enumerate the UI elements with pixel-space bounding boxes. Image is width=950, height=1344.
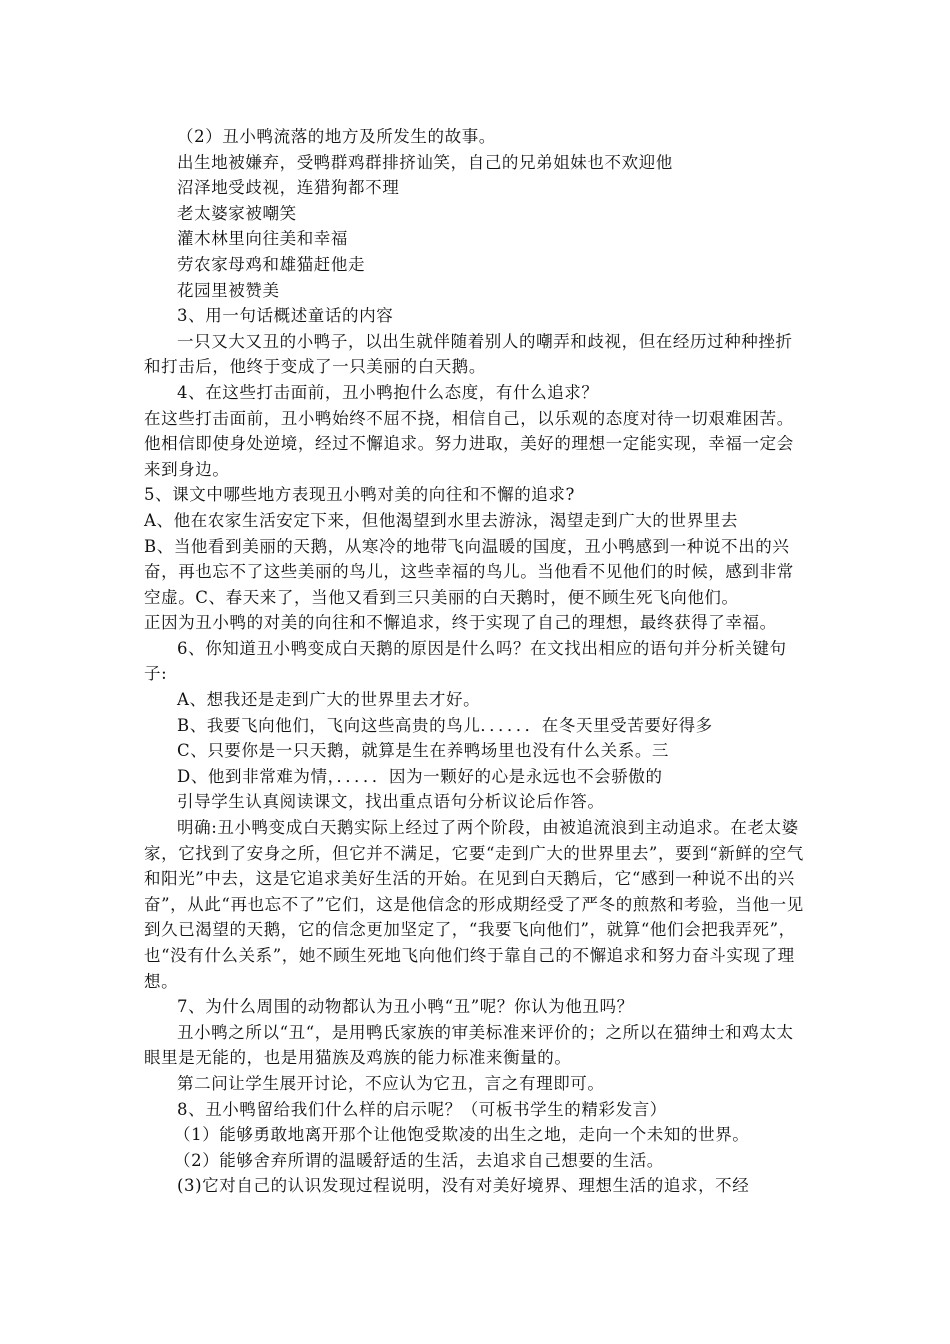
paragraph: （2）丑小鸭流落的地方及所发生的故事。 [177,127,496,146]
paragraph: 一只又大又丑的小鸭子，以出生就伴随着别人的嘲弄和歧视，但在经历过种种挫折和打击后，他终于变成了一只美丽的白天鹅。 [144,331,793,377]
paragraph: 在这些打击面前，丑小鸭始终不屈不挠，相信自己，以乐观的态度对待一切艰难困苦。他相信即使身处逆境，经过不懈追求。努力进取，美好的理想一定能实现，幸福一定会来到身边。 [144,408,794,479]
section-heading: 7、为什么周围的动物都认为丑小鸭“丑”呢？你认为他丑吗？ [177,997,634,1017]
section-heading: 3、用一句话概述童话的内容 [177,306,394,326]
paragraph: 丑小鸭之所以“丑“，是用鸭氏家族的审美标准来评价的；之所以在猫绅士和鸡太太眼里是无能的，也是用猫族及鸡族的能力标准来衡量的。 [144,1022,794,1068]
paragraph: 正因为丑小鸭的对美的向往和不懈追求，终于实现了自己的理想，最终获得了幸福。 [144,613,777,633]
section-heading: 4、在这些打击面前，丑小鸭抱什么态度，有什么追求？ [177,382,599,402]
document-body [144,124,808,1199]
paragraph: 引导学生认真阅读课文，找出重点语句分析议论后作答。 [177,792,605,812]
section-heading: 8、丑小鸭留给我们什么样的启示呢？（可板书学生的精彩发言） [177,1099,667,1119]
paragraph: 第二问让学生展开讨论，不应认为它丑，言之有理即可。 [177,1073,605,1093]
paragraph: A、他在农家生活安定下来，但他渴望到水里去游泳，渴望走到广大的世界里去 [144,510,738,530]
section-heading: 6、你知道丑小鸭变成白天鹅的原因是什么吗？在文找出相应的语句并分析关键句子: [144,638,787,684]
paragraph: 劳农家母鸡和雄猫赶他走 [177,254,366,274]
paragraph: B、我要飞向他们，飞向这些高贵的鸟儿．．．．．．在冬天里受苦要好得多 [177,715,713,735]
list-item: (3)它对自己的认识发现过程说明，没有对美好境界、理想生活的追求，不经 [177,1176,750,1196]
paragraph: B、当他看到美丽的天鹅，从寒冷的地带飞向温暖的国度，丑小鸭感到一种说不出的兴奋，再也忘不了这些美丽的鸟儿，这些幸福的鸟儿。当他看不见他们的时候，感到非常空虚。C、春天来了，当他又看到三只美丽的白天鹅时，便不顾生死飞向他们。 [144,536,794,607]
paragraph: D、他到非常难为情，．．．．．因为一颗好的心是永远也不会骄傲的 [177,766,663,786]
list-item: （2）能够舍弃所谓的温暖舒适的生活，去追求自己想要的生活。 [174,1150,664,1170]
section-heading: 5、课文中哪些地方表现丑小鸭对美的向往和不懈的追求? [144,485,575,505]
paragraph: 老太婆家被嘲笑 [177,203,297,223]
paragraph: 明确:丑小鸭变成白天鹅实际上经过了两个阶段，由被追流浪到主动追求。在老太婆家，它找到了安身之所，但它并不满足，它要“走到广大的世界里去”，要到“新鲜的空气和阳光”中去，这是它追求美好生活的开始。在见到白天鹅后，它“感到一种说不出的兴奋”，从此“再也忘不了”它们，这是他信念的形成期经受了严冬的煎熬和考验，当他一见到久已渴望的天鹅，它的信念更加坚定了，“我要飞向他们”，就算“他们会把我弄死”，也“没有什么关系”，她不顾生死地飞向他们终于靠自己的不懈追求和努力奋斗实现了理想。 [144,818,804,991]
paragraph: A、想我还是走到广大的世界里去才好。 [177,690,481,710]
paragraph: C、只要你是一只天鹅，就算是生在养鸭场里也没有什么关系。三 [177,741,670,761]
list-item: （1）能够勇敢地离开那个让他饱受欺凌的出生之地，走向一个未知的世界。 [174,1125,750,1145]
paragraph: 花园里被赞美 [177,280,280,300]
paragraph: 沼泽地受歧视，连猎狗都不理 [177,178,400,198]
paragraph: 灌木林里向往美和幸福 [177,229,348,249]
paragraph: 出生地被嫌弃，受鸭群鸡群排挤讪笑，自己的兄弟姐妹也不欢迎他 [177,152,673,172]
